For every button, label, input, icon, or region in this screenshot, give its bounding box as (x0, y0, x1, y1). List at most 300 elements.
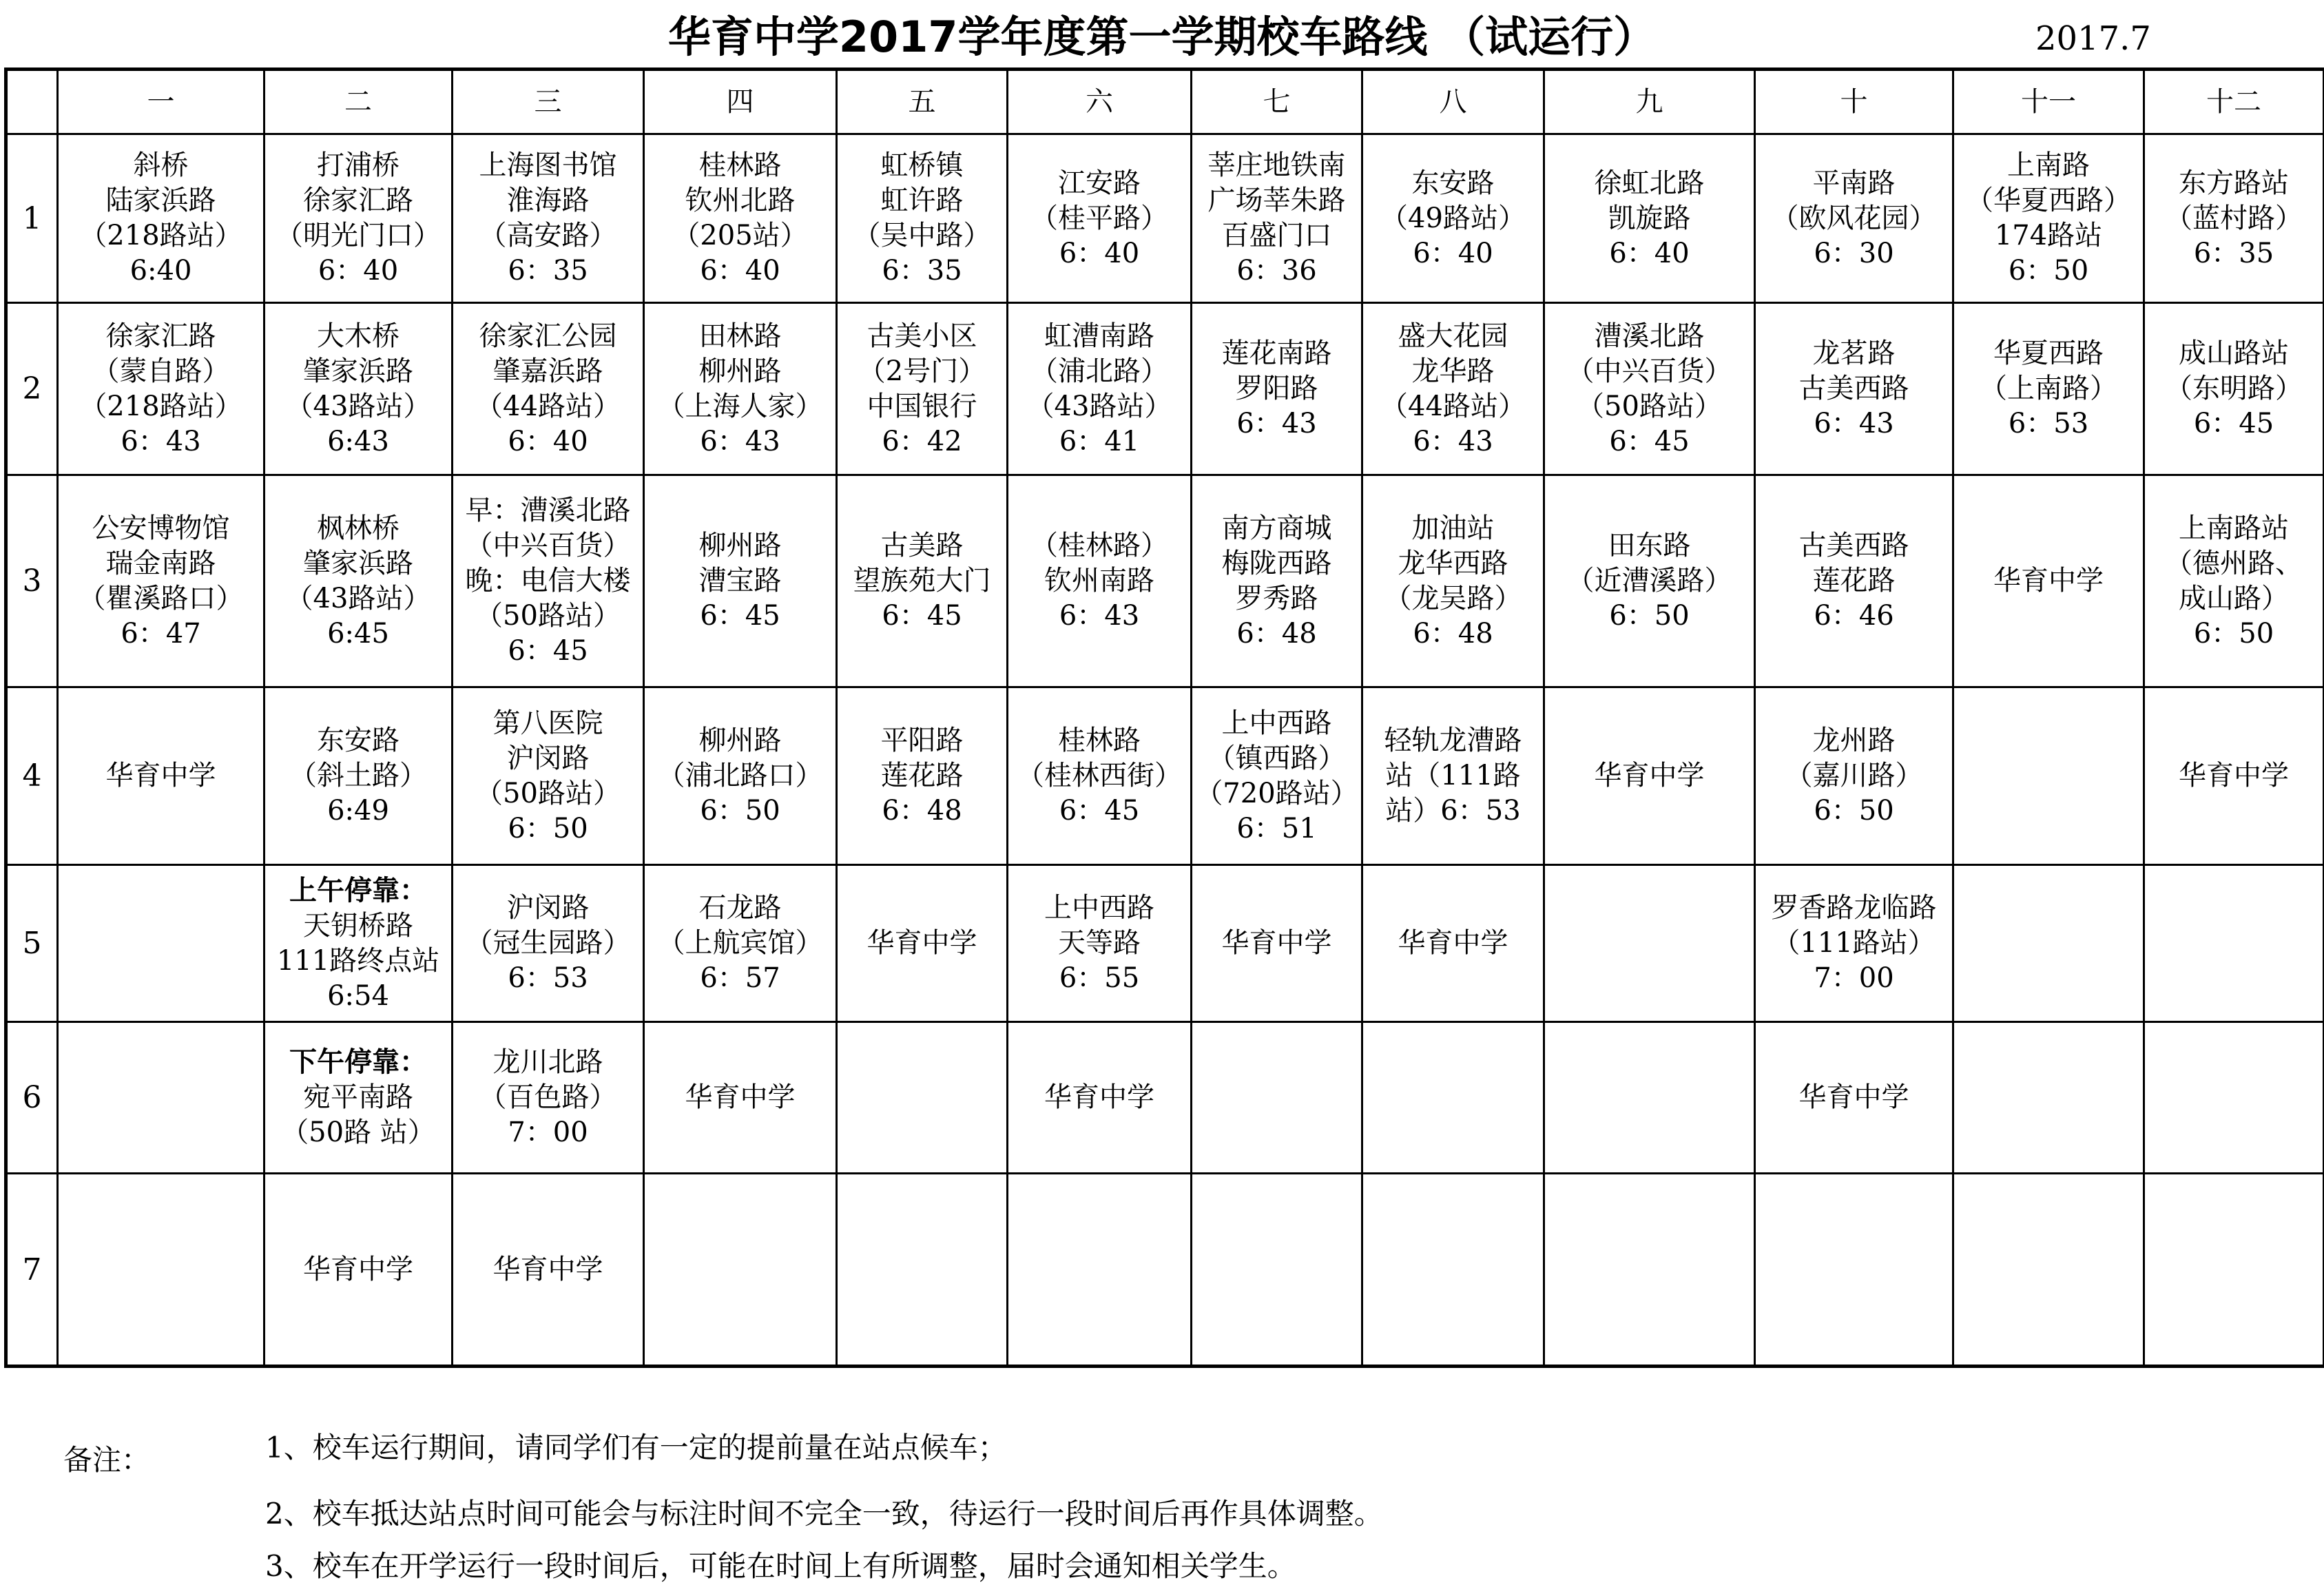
stop-line: （上海人家） (645, 389, 836, 424)
note-item-3: 3、校车在开学运行一段时间后，可能在时间上有所调整，届时会通知相关学生。 (265, 1546, 1296, 1587)
stop-line: （明光门口） (265, 218, 451, 253)
stop-cell (1192, 134, 1362, 303)
stop-line: 华育中学 (645, 1080, 836, 1115)
stop-line: 莘庄地铁南 (1192, 148, 1361, 183)
stop-line: （44路站） (453, 389, 643, 424)
route-header: 三 (453, 70, 644, 134)
stop-line: 罗秀路 (1192, 581, 1361, 616)
stop-line: 6：42 (838, 424, 1006, 459)
stop-line: 6：51 (1192, 811, 1361, 847)
stop-line: （50路站） (1545, 389, 1754, 424)
stop-line: （浦北路） (1008, 354, 1190, 389)
header-row (6, 70, 2324, 134)
stop-line: 6：45 (2145, 406, 2323, 442)
stop-line: 柳州路 (645, 354, 836, 389)
stop-line: （中兴百货） (1545, 354, 1754, 389)
stop-cell (264, 1174, 453, 1367)
stop-line: 6：47 (59, 616, 263, 652)
stop-line: （中兴百货） (453, 528, 643, 563)
stop-line: （218路站） (59, 389, 263, 424)
stop-cell (2144, 303, 2324, 475)
stop-row (6, 687, 2324, 865)
stop-line: 6：57 (645, 961, 836, 996)
stop-line: （2号门） (838, 354, 1006, 389)
stop-line: 天钥桥路 (265, 909, 451, 944)
route-header: 七 (1192, 70, 1362, 134)
stop-line: 6：50 (453, 811, 643, 847)
stop-line: 漕溪北路 (1545, 319, 1754, 354)
stop-line: 6：50 (1756, 794, 1952, 829)
stop-line: （218路站） (59, 218, 263, 253)
stop-line: 广场莘朱路 (1192, 183, 1361, 218)
stop-line: 田东路 (1545, 528, 1754, 563)
stop-line: 平南路 (1756, 166, 1952, 201)
stop-cell (1755, 134, 1953, 303)
stop-line: 成山路站 (2145, 336, 2323, 371)
stop-row (6, 1174, 2324, 1367)
route-header: 四 (644, 70, 837, 134)
stop-line: （冠生园路） (453, 926, 643, 961)
stop-line: 钦州北路 (645, 183, 836, 218)
stop-line: 6：48 (838, 794, 1006, 829)
stop-line: 上中西路 (1008, 891, 1190, 926)
header-corner (6, 70, 58, 134)
stop-cell (1544, 687, 1755, 865)
stop-line: （斜土路） (265, 758, 451, 794)
stop-line: （205站） (645, 218, 836, 253)
stop-cell (264, 475, 453, 687)
note-item-2: 2、校车抵达站点时间可能会与标注时间不完全一致，待运行一段时间后再作具体调整。 (265, 1493, 1383, 1535)
stop-line: 沪闵路 (453, 741, 643, 776)
stop-cell (453, 134, 644, 303)
stop-cell (58, 134, 264, 303)
stop-line: 上南路 (1954, 148, 2143, 183)
route-header: 十一 (1953, 70, 2144, 134)
stop-line: 6：43 (1008, 599, 1190, 634)
stop-line: 华育中学 (1008, 1080, 1190, 1115)
stop-number: 7 (6, 1174, 58, 1367)
route-header: 六 (1008, 70, 1192, 134)
stop-line: 6：50 (1545, 599, 1754, 634)
stop-line: 6：40 (645, 253, 836, 289)
stop-line: 6：43 (59, 424, 263, 459)
stop-line: （上南路） (1954, 371, 2143, 406)
note-item-1: 1、校车运行期间，请同学们有一定的提前量在站点候车； (265, 1427, 1007, 1469)
stop-number: 5 (6, 865, 58, 1022)
stop-cell (453, 687, 644, 865)
stop-cell (2144, 134, 2324, 303)
stop-line: 上海图书馆 (453, 148, 643, 183)
stop-line: 古美路 (838, 528, 1006, 563)
stop-line: 6:43 (265, 424, 451, 459)
stop-line: 6：45 (453, 634, 643, 669)
stop-cell (1953, 865, 2144, 1022)
stop-line: 站）6：53 (1363, 794, 1543, 829)
stop-line: 早：漕溪北路 (453, 493, 643, 528)
stop-number: 1 (6, 134, 58, 303)
stop-line: （桂平路） (1008, 201, 1190, 236)
stop-line: （镇西路） (1192, 741, 1361, 776)
stop-line: 6：50 (1954, 253, 2143, 289)
stop-line: （蒙自路） (59, 354, 263, 389)
stop-line: （43路站） (265, 389, 451, 424)
stop-line: 6：48 (1192, 616, 1361, 652)
stop-row (6, 475, 2324, 687)
stop-line: 6：53 (453, 961, 643, 996)
stop-line: （43路站） (1008, 389, 1190, 424)
stop-line: 6：36 (1192, 253, 1361, 289)
stop-cell (1362, 687, 1544, 865)
stop-line: 6：43 (1363, 424, 1543, 459)
stop-line: 虹桥镇 (838, 148, 1006, 183)
stop-cell (644, 134, 837, 303)
stop-number: 6 (6, 1022, 58, 1174)
stop-line: （43路站） (265, 581, 451, 616)
stop-cell (2144, 1174, 2324, 1367)
stop-number: 3 (6, 475, 58, 687)
stop-cell (1192, 865, 1362, 1022)
stop-cell (1755, 687, 1953, 865)
stop-line: 上中西路 (1192, 706, 1361, 741)
stop-line: 凯旋路 (1545, 201, 1754, 236)
stop-line: 百盛门口 (1192, 218, 1361, 253)
stop-line: 华育中学 (1363, 926, 1543, 961)
stop-row (6, 303, 2324, 475)
stop-line: （吴中路） (838, 218, 1006, 253)
stop-cell (1362, 475, 1544, 687)
stop-cell (837, 865, 1008, 1022)
stop-line: 6：35 (2145, 236, 2323, 271)
stop-line: 龙川北路 (453, 1045, 643, 1080)
stop-line: 6：43 (1192, 406, 1361, 442)
stop-cell (1362, 1174, 1544, 1367)
stop-line: 望族苑大门 (838, 563, 1006, 599)
stop-cell (2144, 687, 2324, 865)
stop-cell (453, 865, 644, 1022)
stop-line: 6：50 (2145, 616, 2323, 652)
stop-line: 虹漕南路 (1008, 319, 1190, 354)
stop-cell (1008, 865, 1192, 1022)
stop-line: 莲花路 (838, 758, 1006, 794)
stop-cell (1192, 1022, 1362, 1174)
stop-cell (264, 865, 453, 1022)
stop-line: 漕宝路 (645, 563, 836, 599)
stop-line: 虹许路 (838, 183, 1006, 218)
stop-line: 枫林桥 (265, 511, 451, 546)
stop-line: 大木桥 (265, 319, 451, 354)
stop-line: 6：35 (453, 253, 643, 289)
stop-line: 钦州南路 (1008, 563, 1190, 599)
stop-cell (1008, 134, 1192, 303)
stop-line: 龙华路 (1363, 354, 1543, 389)
stop-line: 174路站 (1954, 218, 2143, 253)
stop-cell (264, 303, 453, 475)
stop-cell (2144, 475, 2324, 687)
stop-line: 桂林路 (645, 148, 836, 183)
stop-line: 华夏西路 (1954, 336, 2143, 371)
stop-note-label: 下午停靠： (265, 1045, 451, 1080)
stop-line: 沪闵路 (453, 891, 643, 926)
stop-cell (264, 1022, 453, 1174)
stop-line: 加油站 (1363, 511, 1543, 546)
stop-line: 徐家汇公园 (453, 319, 643, 354)
stop-cell (1008, 1022, 1192, 1174)
stop-line: 石龙路 (645, 891, 836, 926)
stop-cell (1953, 303, 2144, 475)
stop-cell (264, 687, 453, 865)
stop-line: 徐家汇路 (59, 319, 263, 354)
stop-line: 华育中学 (1756, 1080, 1952, 1115)
stop-line: 华育中学 (1954, 563, 2143, 599)
stop-line: 瑞金南路 (59, 546, 263, 581)
stop-line: （欧风花园） (1756, 201, 1952, 236)
stop-cell (1755, 865, 1953, 1022)
stop-line: （桂林路） (1008, 528, 1190, 563)
stop-cell (1544, 134, 1755, 303)
stop-line: 6：45 (1545, 424, 1754, 459)
stop-cell (1953, 1022, 2144, 1174)
stop-line: （嘉川路） (1756, 758, 1952, 794)
stop-line: （瞿溪路口） (59, 581, 263, 616)
stop-line: 6：35 (838, 253, 1006, 289)
stop-line: 宛平南路 (265, 1080, 451, 1115)
stop-line: 中国银行 (838, 389, 1006, 424)
stop-line: 罗香路龙临路 (1756, 891, 1952, 926)
stop-cell (837, 1022, 1008, 1174)
stop-cell (1192, 303, 1362, 475)
stop-line: 肇家浜路 (265, 546, 451, 581)
stop-cell (58, 687, 264, 865)
stop-line: 罗阳路 (1192, 371, 1361, 406)
stop-line: 龙茗路 (1756, 336, 1952, 371)
stop-line: 6：53 (1954, 406, 2143, 442)
stop-line: 华育中学 (1192, 926, 1361, 961)
stop-row (6, 134, 2324, 303)
route-header: 十 (1755, 70, 1953, 134)
stop-line: 6：43 (1756, 406, 1952, 442)
stop-cell (1008, 1174, 1192, 1367)
stop-cell (644, 303, 837, 475)
stop-cell (837, 134, 1008, 303)
stop-line: 6：50 (645, 794, 836, 829)
stop-line: 陆家浜路 (59, 183, 263, 218)
stop-line: 华育中学 (59, 758, 263, 794)
stop-line: 6:45 (265, 616, 451, 652)
stop-cell (1008, 475, 1192, 687)
stop-line: 打浦桥 (265, 148, 451, 183)
stop-cell (453, 303, 644, 475)
stop-line: 莲花南路 (1192, 336, 1361, 371)
stop-line: 6：41 (1008, 424, 1190, 459)
stop-line: （上航宾馆） (645, 926, 836, 961)
stop-line: 6：45 (838, 599, 1006, 634)
issue-date: 2017.7 (2035, 18, 2151, 59)
stop-number: 4 (6, 687, 58, 865)
stop-line: （浦北路口） (645, 758, 836, 794)
stop-cell (58, 303, 264, 475)
route-header: 八 (1362, 70, 1544, 134)
stop-cell (58, 865, 264, 1022)
stop-line: （50路站） (453, 776, 643, 811)
stop-cell (644, 1174, 837, 1367)
stop-line: 龙华西路 (1363, 546, 1543, 581)
stop-cell (1755, 1022, 1953, 1174)
stop-line: 华育中学 (1545, 758, 1754, 794)
stop-cell (58, 1022, 264, 1174)
stop-line: 东安路 (265, 723, 451, 758)
stop-cell (1008, 687, 1192, 865)
stop-line: 平阳路 (838, 723, 1006, 758)
stop-line: 徐家汇路 (265, 183, 451, 218)
stop-cell (1953, 134, 2144, 303)
stop-cell (1362, 1022, 1544, 1174)
stop-cell (1544, 865, 1755, 1022)
stop-cell (644, 865, 837, 1022)
stop-line: 6:40 (59, 253, 263, 289)
stop-line: 6：45 (1008, 794, 1190, 829)
stop-line: 6：46 (1756, 599, 1952, 634)
stop-line: （高安路） (453, 218, 643, 253)
stop-line: 莲花路 (1756, 563, 1952, 599)
stop-line: 站（111路 (1363, 758, 1543, 794)
stop-cell (1192, 687, 1362, 865)
route-header: 一 (58, 70, 264, 134)
page-title: 华育中学2017学年度第一学期校车路线 （试运行） (0, 10, 2324, 65)
stop-line: （华夏西路） (1954, 183, 2143, 218)
stop-line: 111路终点站 (265, 944, 451, 979)
stop-line: 6:54 (265, 979, 451, 1014)
stop-line: 古美小区 (838, 319, 1006, 354)
stop-line: 6:49 (265, 794, 451, 829)
stop-cell (1755, 475, 1953, 687)
route-header: 十二 (2144, 70, 2324, 134)
stop-line: 轻轨龙漕路 (1363, 723, 1543, 758)
stop-line: 龙州路 (1756, 723, 1952, 758)
stop-cell (1953, 475, 2144, 687)
stop-line: （德州路、 (2145, 546, 2323, 581)
stop-line: 成山路） (2145, 581, 2323, 616)
stop-line: （蓝村路） (2145, 201, 2323, 236)
stop-line: 徐虹北路 (1545, 166, 1754, 201)
stop-line: （44路站） (1363, 389, 1543, 424)
stop-line: 6：40 (265, 253, 451, 289)
stop-line: （龙吴路） (1363, 581, 1543, 616)
stop-line: 肇嘉浜路 (453, 354, 643, 389)
route-header: 五 (837, 70, 1008, 134)
stop-cell (1192, 1174, 1362, 1367)
stop-cell (1953, 687, 2144, 865)
stop-cell (1544, 1022, 1755, 1174)
stop-line: 6：43 (645, 424, 836, 459)
stop-cell (837, 1174, 1008, 1367)
stop-line: 6：40 (453, 424, 643, 459)
stop-cell (644, 687, 837, 865)
stop-line: （东明路） (2145, 371, 2323, 406)
bus-route-table (4, 68, 2324, 1368)
stop-line: 6：55 (1008, 961, 1190, 996)
stop-cell (58, 475, 264, 687)
stop-cell (1544, 1174, 1755, 1367)
stop-cell (1755, 1174, 1953, 1367)
stop-line: 东方路站 (2145, 166, 2323, 201)
stop-cell (1008, 303, 1192, 475)
stop-cell (1953, 1174, 2144, 1367)
stop-line: （50路站） (453, 599, 643, 634)
stop-line: 梅陇西路 (1192, 546, 1361, 581)
stop-line: 古美西路 (1756, 528, 1952, 563)
stop-cell (1362, 303, 1544, 475)
stop-row (6, 865, 2324, 1022)
stop-cell (837, 687, 1008, 865)
stop-line: 华育中学 (838, 926, 1006, 961)
stop-line: 盛大花园 (1363, 319, 1543, 354)
stop-cell (837, 303, 1008, 475)
stop-line: 南方商城 (1192, 511, 1361, 546)
stop-line: 东安路 (1363, 166, 1543, 201)
stop-cell (453, 1022, 644, 1174)
stop-cell (2144, 1022, 2324, 1174)
stop-cell (453, 475, 644, 687)
stop-line: 7：00 (453, 1115, 643, 1150)
stop-line: 柳州路 (645, 528, 836, 563)
stop-line: 古美西路 (1756, 371, 1952, 406)
stop-line: 晚：电信大楼 (453, 563, 643, 599)
stop-line: 6：40 (1008, 236, 1190, 271)
stop-line: 华育中学 (453, 1252, 643, 1287)
stop-cell (2144, 865, 2324, 1022)
stop-line: （桂林西街） (1008, 758, 1190, 794)
stop-line: 江安路 (1008, 166, 1190, 201)
stop-cell (1192, 475, 1362, 687)
stop-cell (264, 134, 453, 303)
stop-cell (1544, 475, 1755, 687)
stop-cell (1362, 134, 1544, 303)
notes-label: 备注： (63, 1440, 150, 1481)
stop-line: 斜桥 (59, 148, 263, 183)
stop-cell (837, 475, 1008, 687)
stop-cell (644, 475, 837, 687)
stop-line: 肇家浜路 (265, 354, 451, 389)
stop-row (6, 1022, 2324, 1174)
stop-line: 第八医院 (453, 706, 643, 741)
stop-line: 公安博物馆 (59, 511, 263, 546)
stop-line: 柳州路 (645, 723, 836, 758)
stop-line: 淮海路 (453, 183, 643, 218)
stop-note-label: 上午停靠： (265, 873, 451, 909)
stop-cell (453, 1174, 644, 1367)
stop-line: （720路站） (1192, 776, 1361, 811)
stop-line: 华育中学 (2145, 758, 2323, 794)
stop-line: （111路站） (1756, 926, 1952, 961)
stop-line: （50路 站） (265, 1115, 451, 1150)
stop-cell (644, 1022, 837, 1174)
stop-cell (58, 1174, 264, 1367)
stop-line: （近漕溪路） (1545, 563, 1754, 599)
stop-line: 6：40 (1545, 236, 1754, 271)
stop-line: 桂林路 (1008, 723, 1190, 758)
stop-line: 6：45 (645, 599, 836, 634)
stop-line: （49路站） (1363, 201, 1543, 236)
stop-line: （百色路） (453, 1080, 643, 1115)
stop-line: 6：30 (1756, 236, 1952, 271)
stop-number: 2 (6, 303, 58, 475)
stop-line: 上南路站 (2145, 511, 2323, 546)
stop-cell (1544, 303, 1755, 475)
stop-cell (1755, 303, 1953, 475)
stop-line: 天等路 (1008, 926, 1190, 961)
route-header: 二 (264, 70, 453, 134)
stop-cell (1362, 865, 1544, 1022)
